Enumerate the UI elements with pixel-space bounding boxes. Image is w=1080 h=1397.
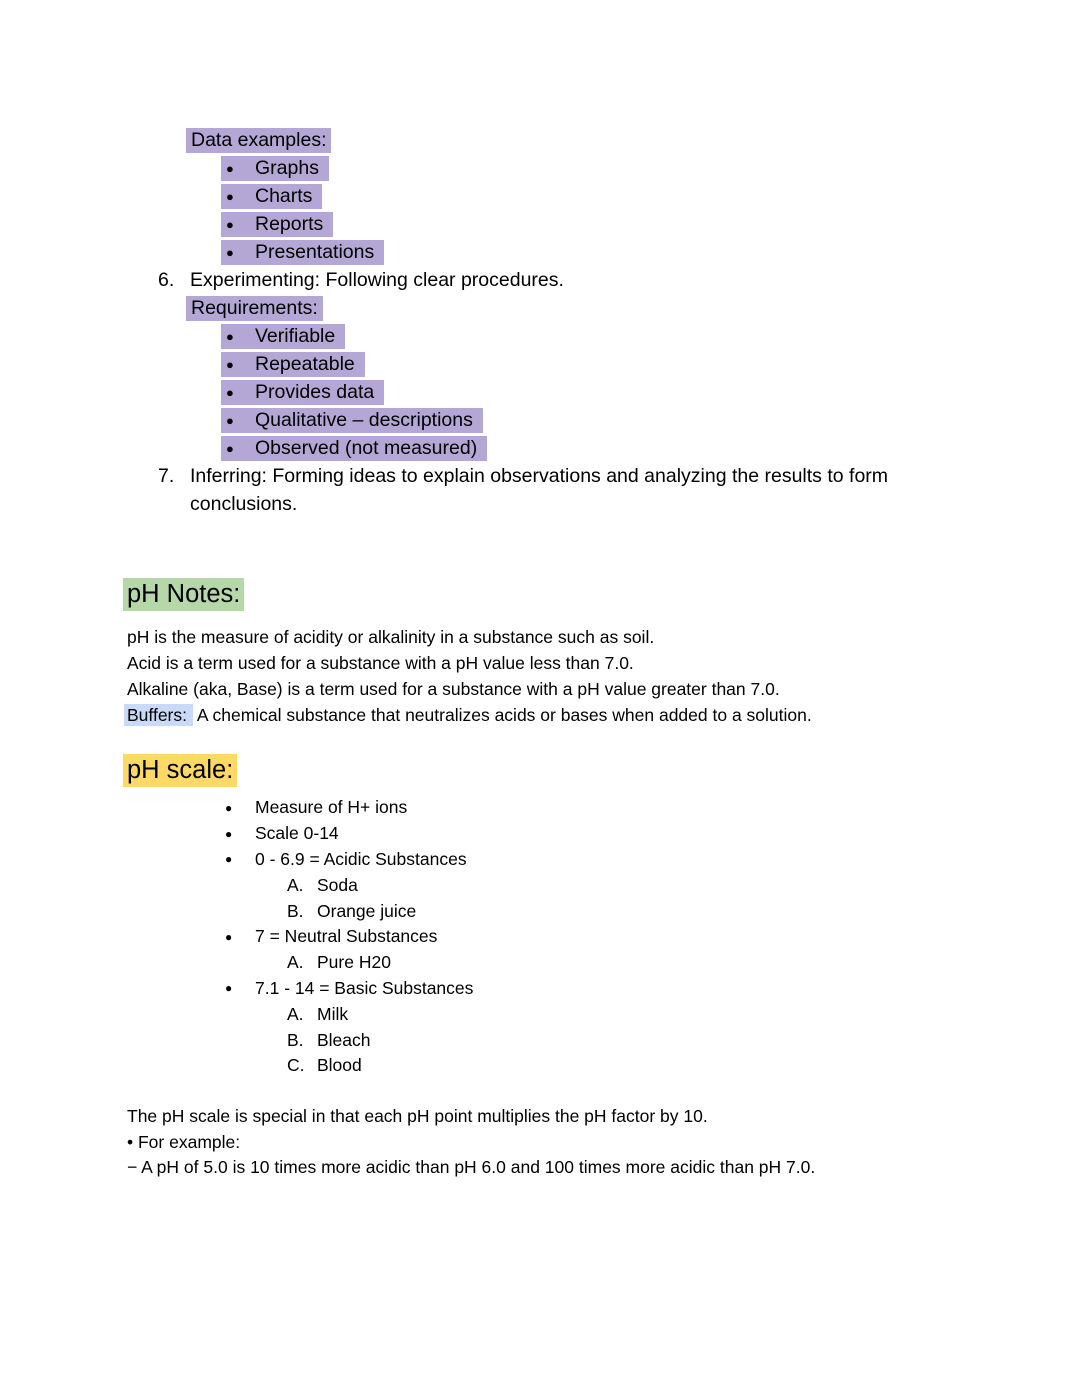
ph-fact-paragraph — [127, 1104, 1027, 1181]
list-subitem — [287, 1027, 1080, 1053]
list-item-text: Scale 0-14 — [255, 823, 339, 844]
list-item-text: 0 - 6.9 = Acidic Substances — [255, 848, 467, 869]
list-item-text: Orange juice — [317, 900, 417, 921]
ph-scale-heading-row — [123, 754, 237, 787]
ph-scale-list — [0, 795, 1080, 1079]
list-item — [221, 350, 1080, 378]
paragraph-line — [127, 702, 1027, 728]
list-item-text: Blood — [317, 1055, 362, 1076]
paragraph-line: • For example: — [127, 1131, 241, 1152]
bullet-icon: ● — [226, 188, 234, 204]
bullet-item-text: Qualitative – descriptions — [255, 408, 473, 431]
ph-notes-heading: pH Notes: — [123, 578, 244, 611]
highlighted-bullet-item — [221, 380, 384, 405]
list-item — [225, 924, 1080, 950]
list-item — [225, 795, 1080, 821]
bullet-icon: ● — [225, 929, 233, 944]
list-item-text: Bleach — [317, 1029, 371, 1050]
process-list-section — [0, 126, 1080, 518]
bullet-item-text: Verifiable — [255, 324, 336, 347]
ph-notes-heading-row — [123, 578, 244, 611]
letter-marker: B. — [287, 900, 304, 921]
bullet-icon: ● — [225, 800, 233, 815]
numbered-item-7 — [158, 462, 1080, 518]
highlighted-bullet-item — [221, 156, 329, 181]
bullet-item-text: Presentations — [255, 240, 375, 263]
list-subitem — [287, 1053, 1080, 1079]
highlighted-bullet-item — [221, 212, 333, 237]
list-item-text: Measure of H+ ions — [255, 797, 408, 818]
list-item-text: Pure H20 — [317, 952, 391, 973]
ph-notes-body — [127, 624, 1027, 728]
highlighted-label — [186, 128, 331, 153]
bullet-icon: ● — [226, 160, 234, 176]
highlighted-bullet-item — [221, 352, 365, 377]
bullet-icon: ● — [226, 328, 234, 344]
bullet-icon: ● — [226, 412, 234, 428]
list-subitem — [287, 872, 1080, 898]
data-examples-label: Data examples: — [191, 128, 327, 151]
highlighted-label — [186, 296, 323, 321]
bullet-icon: ● — [226, 244, 234, 260]
bullet-icon: ● — [226, 216, 234, 232]
list-item — [221, 182, 1080, 210]
letter-marker: A. — [287, 874, 304, 895]
data-examples-label-row — [186, 126, 1080, 154]
list-subitem — [287, 1001, 1080, 1027]
letter-marker: C. — [287, 1055, 305, 1076]
bullet-item-text: Graphs — [255, 156, 319, 179]
highlighted-bullet-item — [221, 240, 384, 265]
bullet-icon: ● — [225, 852, 233, 867]
item-number: 6. — [158, 269, 175, 291]
requirements-label: Requirements: — [191, 296, 318, 319]
list-item — [221, 154, 1080, 182]
list-item — [221, 378, 1080, 406]
list-item-text: 7.1 - 14 = Basic Substances — [255, 977, 474, 998]
requirements-label-row — [186, 294, 1080, 322]
list-subitem — [287, 950, 1080, 976]
paragraph-line: The pH scale is special in that each pH point multiplies the pH factor by 10. — [127, 1106, 708, 1126]
letter-marker: B. — [287, 1029, 304, 1050]
bullet-icon: ● — [225, 981, 233, 996]
highlighted-bullet-item — [221, 408, 483, 433]
item-number: 7. — [158, 465, 175, 487]
list-item-text: Milk — [317, 1003, 349, 1024]
bullet-item-text: Observed (not measured) — [255, 436, 478, 459]
list-item — [225, 821, 1080, 847]
letter-marker: A. — [287, 952, 304, 973]
paragraph-line: Acid is a term used for a substance with a pH value less than 7.0. — [127, 653, 634, 673]
list-item — [221, 322, 1080, 350]
numbered-item-6 — [158, 266, 1080, 294]
paragraph-line: pH is the measure of acidity or alkalinity in a substance such as soil. — [127, 627, 655, 647]
paragraph-line: − A pH of 5.0 is 10 times more acidic than pH 6.0 and 100 times more acidic than pH 7.0. — [127, 1157, 816, 1177]
buffers-definition: A chemical substance that neutralizes acids or bases when added to a solution. — [196, 705, 812, 725]
list-item-text: 7 = Neutral Substances — [255, 926, 438, 947]
ph-scale-heading: pH scale: — [123, 754, 237, 787]
buffers-term: Buffers: — [124, 704, 193, 726]
highlighted-bullet-item — [221, 324, 345, 349]
list-subitem — [287, 898, 1080, 924]
list-item — [221, 434, 1080, 462]
bullet-icon: ● — [226, 356, 234, 372]
list-item — [221, 406, 1080, 434]
list-item — [225, 847, 1080, 873]
bullet-icon: ● — [226, 384, 234, 400]
bullet-item-text: Provides data — [255, 380, 375, 403]
list-item — [221, 238, 1080, 266]
bullet-item-text: Charts — [255, 184, 313, 207]
bullet-icon: ● — [226, 440, 234, 456]
numbered-item-text: Inferring: Forming ideas to explain observations and analyzing the results to form conclusions. — [190, 465, 889, 515]
list-item-text: Soda — [317, 874, 358, 895]
list-item — [221, 210, 1080, 238]
bullet-item-text: Repeatable — [255, 352, 355, 375]
bullet-icon: ● — [225, 826, 233, 841]
highlighted-bullet-item — [221, 184, 322, 209]
list-item — [225, 976, 1080, 1002]
bullet-item-text: Reports — [255, 212, 324, 235]
letter-marker: A. — [287, 1003, 304, 1024]
highlighted-bullet-item — [221, 436, 487, 461]
paragraph-line: Alkaline (aka, Base) is a term used for a substance with a pH value greater than 7.0. — [127, 679, 780, 699]
numbered-item-text: Experimenting: Following clear procedures. — [190, 269, 564, 291]
